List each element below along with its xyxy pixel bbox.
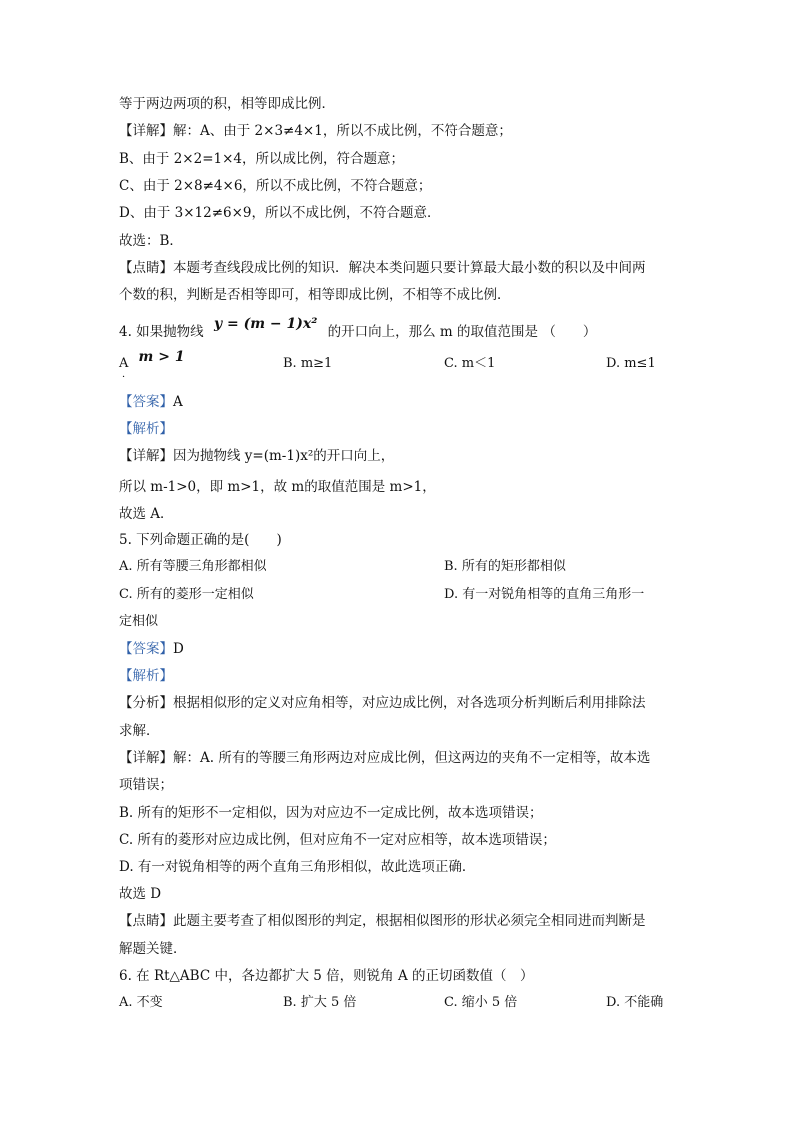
text-line: 等于两边两项的积，相等即成比例．: [119, 96, 335, 112]
question-stem-prefix: 4. 如果抛物线: [119, 324, 204, 340]
option-b: B. 扩大 5 倍: [283, 995, 357, 1010]
analysis-tag: 【解析】: [119, 421, 173, 437]
answer-tag: 【答案】: [119, 641, 173, 657]
option-c: C. 所有的菱形一定相似: [119, 587, 254, 602]
text-line: 故选 D: [119, 886, 162, 902]
answer-line: [119, 640, 184, 658]
option-b: B. m≥1: [283, 356, 333, 371]
answer-line: [119, 393, 183, 411]
option-a: A. 所有等腰三角形都相似: [119, 559, 267, 574]
text-line: 【点睛】此题主要考查了相似图形的判定，根据相似图形的形状必须完全相同进而判断是: [119, 913, 646, 929]
question-stem-suffix: 的开口向上，那么 m 的取值范围是 （ ）: [327, 324, 597, 340]
option-d-continued: 定相似: [119, 614, 159, 629]
text-line: C. 所有的菱形对应边成比例，但对应角不一定对应相等，故本选项错误；: [119, 832, 556, 848]
text-line: B. 所有的矩形不一定相似，因为对应边不一定成比例，故本选项错误；: [119, 805, 543, 821]
text-line: 故选 A．: [119, 506, 174, 522]
option-c: C. 缩小 5 倍: [444, 995, 518, 1010]
text-line: 【详解】解：A、由于 2×3≠4×1，所以不成比例，不符合题意；: [119, 123, 512, 139]
option-label: A: [119, 356, 129, 371]
text-line: 所以 m-1>0，即 m>1，故 m的取值范围是 m>1，: [119, 479, 436, 495]
text-line: 【详解】因为抛物线 y=(m-1)x²的开口向上，: [119, 448, 395, 464]
option-a-dot: ．: [122, 369, 132, 380]
option-d: D. m≤1: [606, 356, 656, 371]
text-line: 求解．: [119, 723, 160, 739]
parabola-formula: y = (m − 1)x²: [213, 316, 318, 332]
text-line: 【详解】解：A. 所有的等腰三角形两边对应成比例，但这两边的夹角不一定相等，故本选: [119, 750, 651, 766]
question-4-stem: [119, 316, 597, 341]
text-line: 【点睛】本题考查线段成比例的知识．解决本类问题只要计算最大最小数的积以及中间两: [119, 260, 646, 276]
option-c: C. m＜1: [444, 356, 496, 371]
text-line: B、由于 2×2=1×4，所以成比例，符合题意；: [119, 151, 405, 167]
option-a-math: m > 1: [138, 349, 185, 365]
option-d: D. 不能确: [606, 995, 664, 1010]
analysis-tag: 【解析】: [119, 668, 173, 684]
text-line: 解题关键．: [119, 941, 187, 957]
text-line: D、由于 3×12≠6×9，所以不成比例，不符合题意．: [119, 205, 441, 221]
text-line: D. 有一对锐角相等的两个直角三角形相似，故此选项正确．: [119, 859, 476, 875]
answer-value: A: [173, 394, 183, 410]
answer-tag: 【答案】: [119, 394, 173, 410]
text-line: 个数的积，判断是否相等即可，相等即成比例，不相等不成比例．: [119, 287, 511, 303]
option-a: A. 不变: [119, 995, 163, 1010]
question-5-stem: 5. 下列命题正确的是( ): [119, 532, 282, 548]
text-line: 故选：B．: [119, 233, 183, 249]
question-6-stem: 6. 在 Rt△ABC 中，各边都扩大 5 倍，则锐角 A 的正切函数值（ ）: [119, 968, 534, 984]
answer-value: D: [173, 641, 184, 657]
text-line: C、由于 2×8≠4×6，所以不成比例，不符合题意；: [119, 178, 432, 194]
text-line: 【分析】根据相似形的定义对应角相等，对应边成比例，对各选项分析判断后利用排除法: [119, 695, 646, 711]
option-b: B. 所有的矩形都相似: [444, 559, 566, 574]
text-line: 项错误；: [119, 777, 173, 793]
option-d: D. 有一对锐角相等的直角三角形一: [444, 587, 645, 602]
